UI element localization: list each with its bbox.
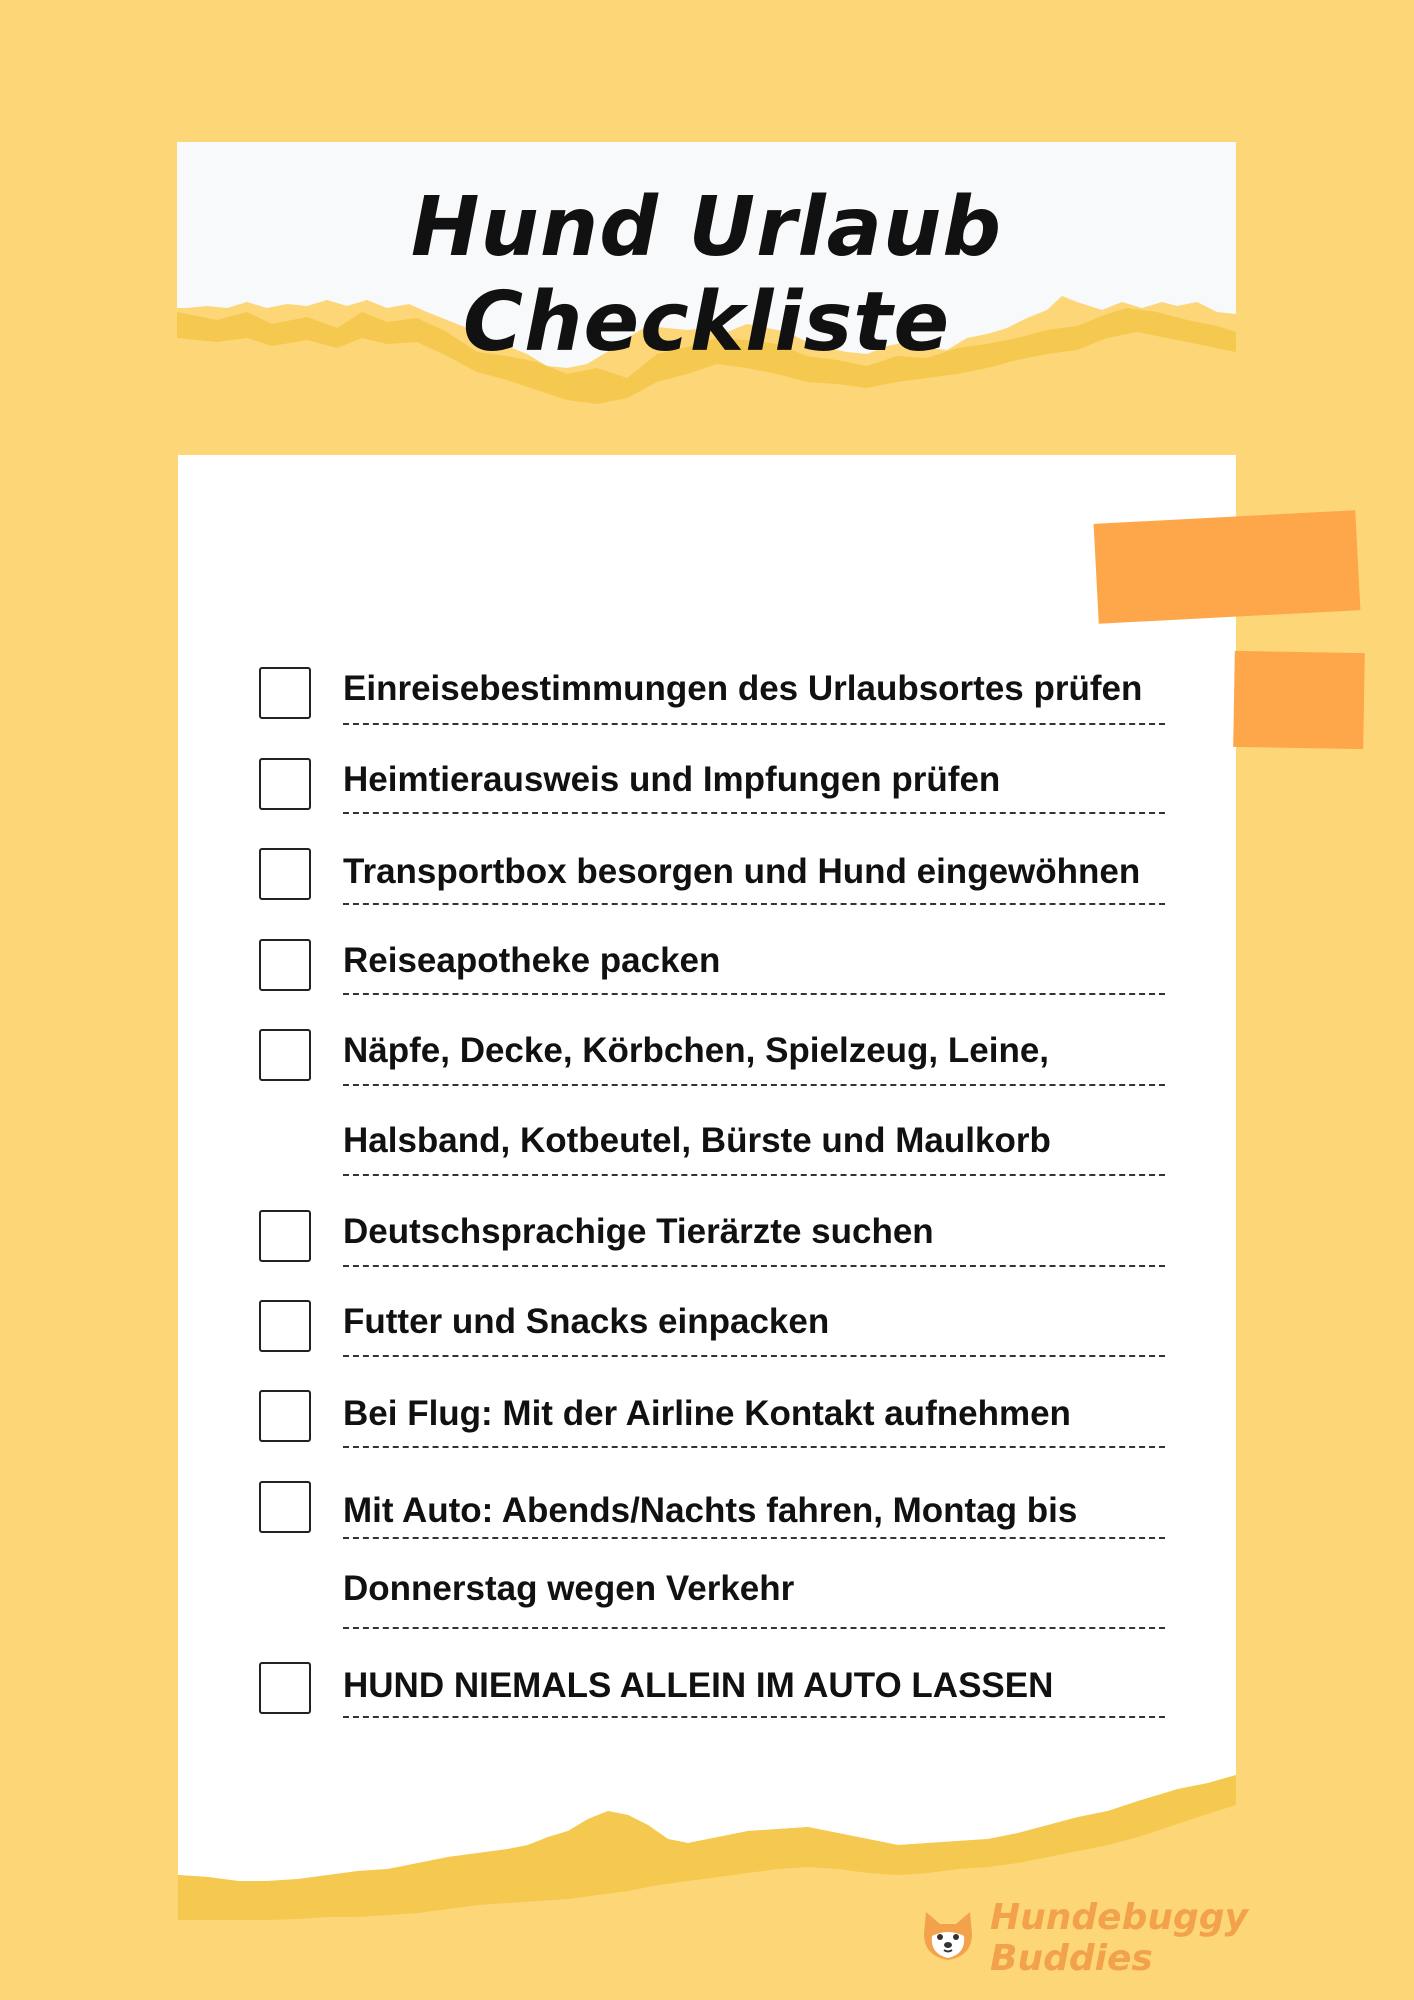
orange-tape-strip (1094, 510, 1361, 624)
checkbox[interactable] (259, 1481, 311, 1533)
page-title: Hund Urlaub Checkliste (410, 180, 1003, 370)
shiba-dog-face-icon (918, 1906, 978, 1971)
checkbox[interactable] (259, 758, 311, 810)
checkbox[interactable] (259, 1300, 311, 1352)
dashed-line (343, 1537, 1165, 1539)
checklist-item-text: Transportbox besorgen und Hund eingewöhnen (343, 852, 1141, 891)
checklist-item-text: Näpfe, Decke, Körbchen, Spielzeug, Leine, (343, 1031, 1050, 1070)
checkbox[interactable] (259, 1662, 311, 1714)
checklist-item-text: HUND NIEMALS ALLEIN IM AUTO LASSEN (343, 1666, 1054, 1705)
checkbox[interactable] (259, 848, 311, 900)
title-banner (177, 142, 1236, 412)
checklist-item-text: Deutschsprachige Tierärzte suchen (343, 1212, 934, 1251)
orange-tape-strip (1233, 651, 1365, 749)
checkbox[interactable] (259, 1210, 311, 1262)
checklist-item-text: Bei Flug: Mit der Airline Kontakt aufnehmen (343, 1394, 1071, 1433)
checklist-item-text: Reiseapotheke packen (343, 941, 721, 980)
dashed-line (343, 1355, 1165, 1357)
checklist-item-text-continued: Halsband, Kotbeutel, Bürste und Maulkorb (343, 1121, 1051, 1160)
dashed-line (343, 903, 1165, 905)
checklist-item-text: Heimtierausweis und Impfungen prüfen (343, 760, 1001, 799)
dashed-line (343, 1265, 1165, 1267)
checklist-item-text: Mit Auto: Abends/Nachts fahren, Montag bis (343, 1491, 1078, 1530)
checkbox[interactable] (259, 667, 311, 719)
dashed-line (343, 1174, 1165, 1176)
checklist-item-text-continued: Donnerstag wegen Verkehr (343, 1569, 795, 1608)
checkbox[interactable] (259, 1029, 311, 1081)
dashed-line (343, 1627, 1165, 1629)
checklist-sheet (178, 455, 1236, 1920)
dashed-line (343, 1084, 1165, 1086)
checkbox[interactable] (259, 939, 311, 991)
dashed-line (343, 812, 1165, 814)
dashed-line (343, 1716, 1165, 1718)
checkbox[interactable] (259, 1390, 311, 1442)
brand-name: Hundebuggy Buddies (990, 1897, 1248, 1979)
dashed-line (343, 723, 1165, 725)
checklist-item-text: Einreisebestimmungen des Urlaubsortes prüfen (343, 669, 1143, 708)
checklist-item-text: Futter und Snacks einpacken (343, 1302, 830, 1341)
dashed-line (343, 1446, 1165, 1448)
dashed-line (343, 993, 1165, 995)
brand-logo (918, 1897, 1414, 1979)
